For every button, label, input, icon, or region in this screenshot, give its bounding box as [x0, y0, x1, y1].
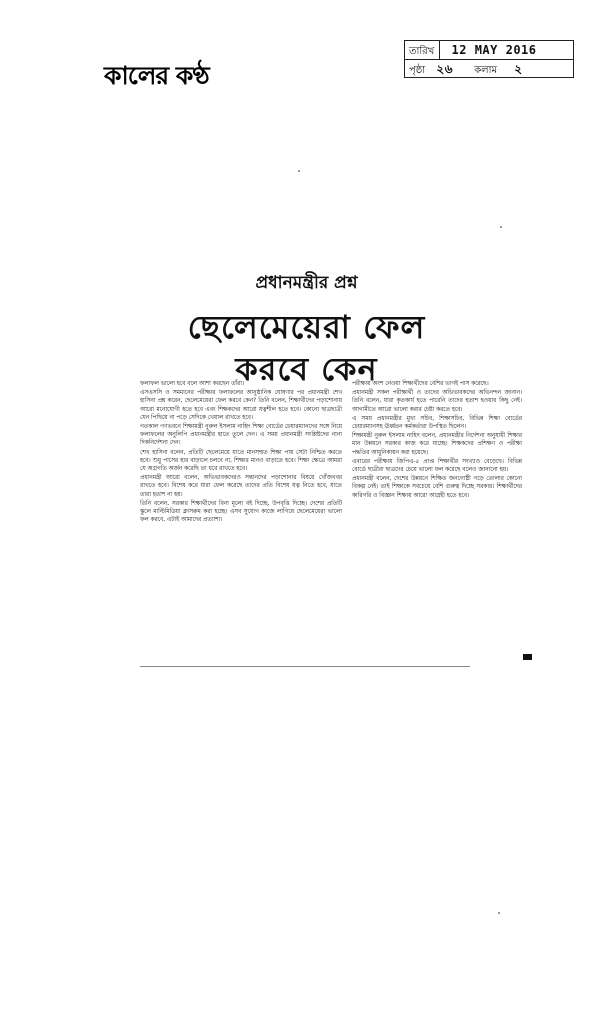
clipping-bottom-edge	[140, 666, 470, 667]
article-paragraph: এবারের পরীক্ষায় জিপিএ-৫ প্রাপ্ত শিক্ষার্থীর সংখ্যাও বেড়েছে। বিভিন্ন বোর্ডে ছাত্রীরা ছাত্রদের চেয়ে ভালো ফল করেছে বলেও জানানো হয়।	[352, 458, 522, 474]
scan-speck	[298, 170, 300, 172]
newspaper-masthead: কালের কণ্ঠ	[104, 61, 209, 90]
article-column-left	[140, 380, 342, 525]
stamp-page-row	[405, 60, 573, 79]
article-paragraph: প্রধানমন্ত্রী বলেন, দেশের উন্নয়নে শিক্ষিত জনগোষ্ঠী গড়ে তোলার কোনো বিকল্প নেই। তাই শিক্ষাকে সবচেয়ে বেশি গুরুত্ব দিচ্ছে সরকার। শিক্ষার্থীদের কারিগরি ও বিজ্ঞান শিক্ষায় আরো আগ্রহী হতে হবে।	[352, 476, 522, 499]
scan-speck	[498, 912, 500, 914]
article-paragraph: শিক্ষামন্ত্রী নুরুল ইসলাম নাহিদ বলেন, প্রধানমন্ত্রীর নির্দেশনা অনুযায়ী শিক্ষার মান উন্নয়নে সরকার কাজ করে যাচ্ছে। শিক্ষকদের প্রশিক্ষণ ও পরীক্ষা পদ্ধতির আধুনিকায়ন করা হয়েছে।	[352, 433, 522, 456]
clipping-stamp	[404, 40, 574, 78]
article-paragraph: প্রধানমন্ত্রী আরো বলেন, অভিভাবকদেরও সন্তানদের পড়াশোনার বিষয়ে খোঁজখবর রাখতে হবে। বিশেষ করে যারা ফেল করেছে তাদের প্রতি বিশেষ যত্ন নিতে হবে, যাতে তারা হতাশ না হয়।	[140, 475, 342, 498]
article-paragraph: ফলাফল ভালো হবে বলে আশা করছেন তাঁরা।	[140, 381, 245, 387]
article-kicker: প্রধানমন্ত্রীর প্রশ্ন	[255, 273, 358, 293]
stamp-column-label: কলাম	[474, 65, 498, 76]
article-end-mark	[523, 654, 532, 660]
article-paragraph: প্রধানমন্ত্রী সকল পরীক্ষার্থী ও তাদের অভিভাবকদের অভিনন্দন জানান। তিনি বলেন, যারা কৃতকার্য হতে পারেনি তাদের হতাশ হওয়ার কিছু নেই। আগামীতে আরো ভালো করার চেষ্টা করতে হবে।	[352, 390, 522, 413]
stamp-date-row	[405, 41, 573, 60]
scan-speck	[500, 226, 502, 228]
article-paragraph: তিনি বলেন, সরকার শিক্ষার্থীদের বিনা মূল্যে বই দিচ্ছে, উপবৃত্তি দিচ্ছে। দেশের প্রতিটি স্কুলে মাল্টিমিডিয়া ক্লাসরুম করা হচ্ছে। এসব সুযোগ কাজে লাগিয়ে ছেলেমেয়েরা ভালো ফল করবে, এটাই আমাদের প্রত্যাশা।	[140, 500, 342, 524]
stamp-page-label: পৃষ্ঠা	[409, 65, 426, 76]
stamp-column-value: ২	[514, 62, 523, 76]
stamp-date-value: 12 MAY 2016	[451, 43, 537, 57]
stamp-date-label: তারিখ	[409, 46, 435, 57]
stamp-page-value: ২৬	[436, 62, 453, 76]
article-paragraph: এসএসসি ও সমমানের পরীক্ষার ফলাফলের আনুষ্ঠানিক ঘোষণার পর প্রধানমন্ত্রী শেখ হাসিনা প্রশ্ন করেন, ছেলেমেয়েরা ফেল করবে কেন? তিনি বলেন, শিক্ষার্থীদের পড়াশোনায় আরো মনোযোগী হতে হবে এবং শিক্ষকদের আরো যত্নশীল হতে হবে। কোনো ছাত্রছাত্রী যেন পিছিয়ে না পড়ে সেদিকে খেয়াল রাখতে হবে।	[140, 390, 342, 421]
article-paragraph: এ সময় প্রধানমন্ত্রীর মুখ্য সচিব, শিক্ষাসচিব, বিভিন্ন শিক্ষা বোর্ডের চেয়ারম্যানসহ ঊর্ধ্বতন কর্মকর্তারা উপস্থিত ছিলেন।	[352, 415, 522, 431]
article-headline-line2: করবে কেন	[235, 350, 378, 388]
article-headline-line1: ছেলেমেয়েরা ফেল	[187, 308, 426, 346]
article-paragraph: গতকাল গণভবনে শিক্ষামন্ত্রী নুরুল ইসলাম নাহিদ শিক্ষা বোর্ডের চেয়ারম্যানদের সঙ্গে নিয়ে ফলাফলের অনুলিপি প্রধানমন্ত্রীর হাতে তুলে দেন। এ সময় প্রধানমন্ত্রী সংশ্লিষ্টদের নানা দিকনির্দেশনা দেন।	[140, 424, 342, 447]
article-paragraph: পরীক্ষায় অংশ নেওয়া শিক্ষার্থীদের বেশির ভাগই পাস করেছে।	[352, 381, 489, 387]
article-paragraph: শেখ হাসিনা বলেন, প্রতিটি ছেলেমেয়ে যাতে মানসম্মত শিক্ষা পায় সেটা নিশ্চিত করতে হবে। শুধু পাসের হার বাড়ালে চলবে না, শিক্ষার মানও বাড়াতে হবে। শিক্ষা ক্ষেত্রে আমরা যে অগ্রগতি অর্জন করেছি তা ধরে রাখতে হবে।	[140, 449, 342, 473]
article-column-right	[352, 380, 522, 501]
